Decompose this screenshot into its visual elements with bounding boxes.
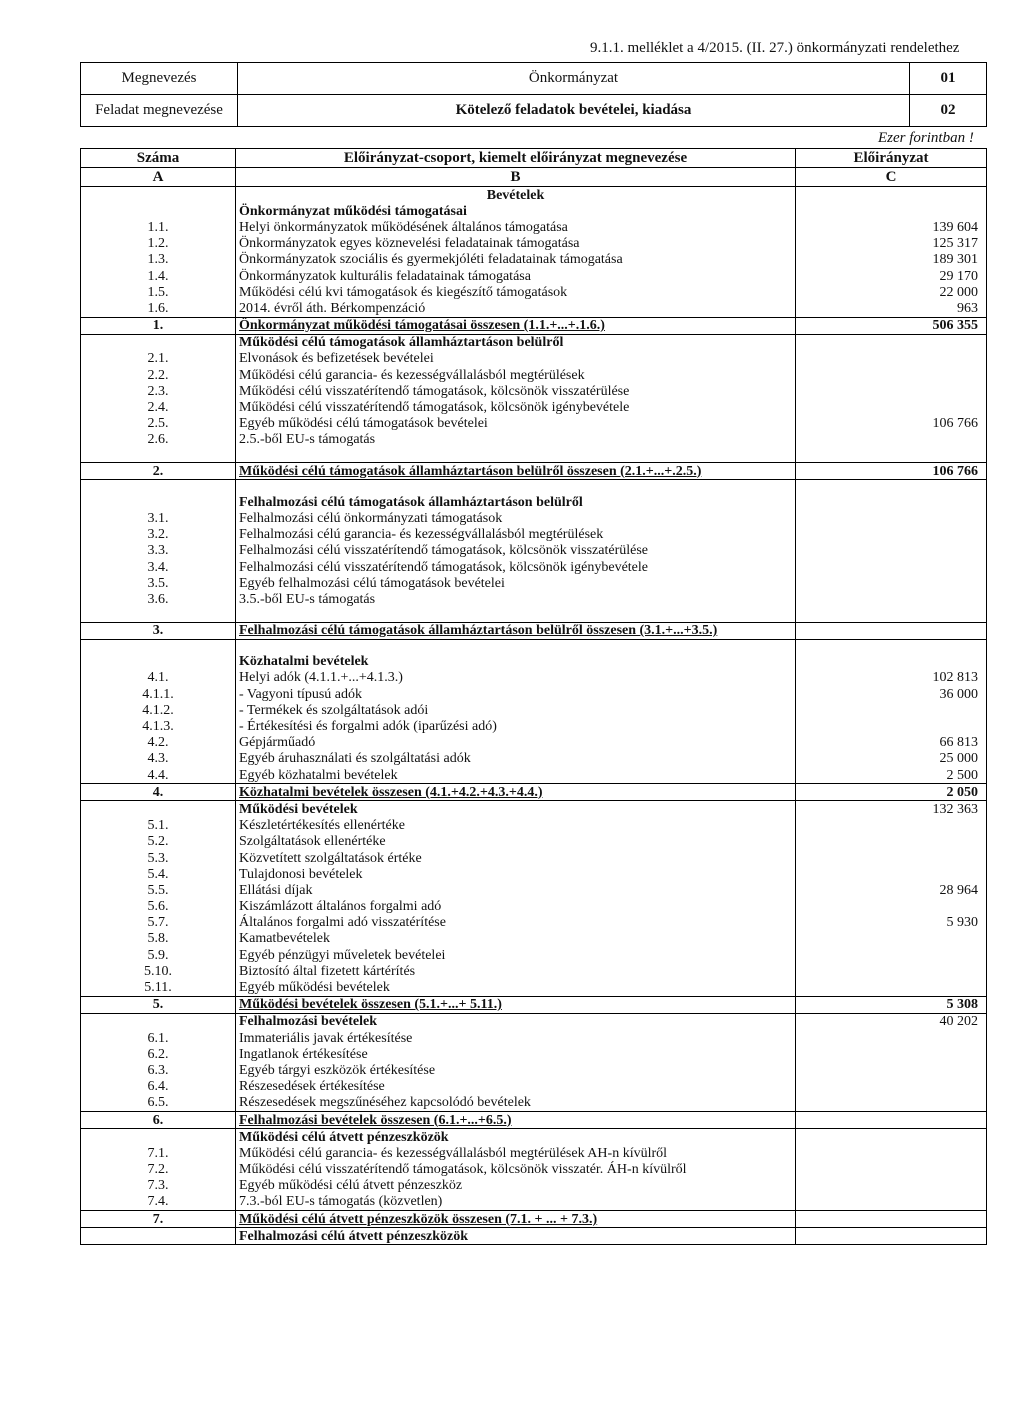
row-number: 6.5. [81, 1095, 236, 1112]
column-header-b: Előirányzat-csoport, kiemelt előirányzat megnevezése [236, 149, 796, 168]
row-number: 3.5. [81, 575, 236, 591]
row-number: 1.2. [81, 236, 236, 252]
row-number: 2.4. [81, 399, 236, 415]
table-row [81, 735, 987, 751]
row-number [81, 654, 236, 670]
row-number: 4.2. [81, 735, 236, 751]
row-value: 106 766 [796, 463, 987, 480]
row-number: 3.4. [81, 559, 236, 575]
row-value: 139 604 [796, 219, 987, 235]
row-value: 28 964 [796, 882, 987, 898]
row-description: Egyéb áruhasználati és szolgáltatási adók [236, 751, 796, 767]
table-row [81, 527, 987, 543]
row-value [796, 1046, 987, 1062]
row-number: 2. [81, 463, 236, 480]
table-row [81, 300, 987, 317]
table-row [81, 767, 987, 784]
row-number: 3. [81, 622, 236, 639]
section-row [81, 654, 987, 670]
row-value: 132 363 [796, 801, 987, 818]
row-description: Ingatlanok értékesítése [236, 1046, 796, 1062]
row-value [796, 608, 987, 623]
row-value [796, 1030, 987, 1046]
table-row [81, 947, 987, 963]
row-value: 2 500 [796, 767, 987, 784]
row-value [796, 963, 987, 979]
row-value [796, 1211, 987, 1228]
section-row [81, 494, 987, 510]
row-value [796, 622, 987, 639]
table-row [81, 899, 987, 915]
table-row [81, 931, 987, 947]
table-row [81, 543, 987, 559]
column-letter-row [81, 168, 987, 187]
row-description: Működési célú átvett pénzeszközök összesen (7.1. + ... + 7.3.) [236, 1211, 796, 1228]
row-number: 2.1. [81, 351, 236, 367]
row-value: 102 813 [796, 670, 987, 686]
row-value [796, 979, 987, 996]
row-value [796, 834, 987, 850]
row-number: 1.4. [81, 268, 236, 284]
unit-note: Ezer forintban ! [878, 130, 974, 146]
row-value: 125 317 [796, 236, 987, 252]
row-value [796, 639, 987, 654]
row-number: 6.2. [81, 1046, 236, 1062]
row-description: Működési bevételek [236, 801, 796, 818]
row-description: Önkormányzatok szociális és gyermekjóléti feladatainak támogatása [236, 252, 796, 268]
row-number: 4.4. [81, 767, 236, 784]
row-number [81, 187, 236, 204]
row-description: Elvonások és befizetések bevételei [236, 351, 796, 367]
table-row [81, 219, 987, 235]
row-description: Felhalmozási célú önkormányzati támogatások [236, 510, 796, 526]
row-description: Általános forgalmi adó visszatérítése [236, 915, 796, 931]
row-value [796, 1062, 987, 1078]
row-number [81, 1228, 236, 1245]
row-number: 6. [81, 1111, 236, 1128]
table-row [81, 510, 987, 526]
row-description: Felhalmozási célú támogatások államháztartáson belülről összesen (3.1.+...+3.5.) [236, 622, 796, 639]
row-description: Felhalmozási bevételek összesen (6.1.+...+6.5.) [236, 1111, 796, 1128]
table-row [81, 915, 987, 931]
row-number: 4. [81, 784, 236, 801]
table-row [81, 1178, 987, 1194]
row-number: 3.1. [81, 510, 236, 526]
total-row [81, 996, 987, 1013]
column-header-c: Előirányzat [796, 149, 987, 168]
row-number: 4.1.1. [81, 686, 236, 702]
header-code: 02 [910, 95, 987, 127]
header-label: Megnevezés [81, 63, 238, 95]
table-row [81, 702, 987, 718]
table-row [81, 591, 987, 607]
row-number: 7.1. [81, 1145, 236, 1161]
row-value [796, 575, 987, 591]
table-row [81, 367, 987, 383]
column-header-row [81, 149, 987, 168]
row-number: 7.3. [81, 1178, 236, 1194]
row-description: Önkormányzat működési támogatásai [236, 203, 796, 219]
header-label: Feladat megnevezése [81, 95, 238, 127]
row-description: Részesedések megszűnéséhez kapcsolódó bevételek [236, 1095, 796, 1112]
row-description: Felhalmozási célú visszatérítendő támogatások, kölcsönök igénybevétele [236, 559, 796, 575]
row-value [796, 818, 987, 834]
total-row [81, 784, 987, 801]
table-row [81, 850, 987, 866]
table-row [81, 236, 987, 252]
row-value [796, 899, 987, 915]
row-description: Felhalmozási célú garancia- és kezességvállalásból megtérülések [236, 527, 796, 543]
row-number: 5.4. [81, 866, 236, 882]
row-description: Készletértékesítés ellenértéke [236, 818, 796, 834]
table-row [81, 670, 987, 686]
row-value: 2 050 [796, 784, 987, 801]
table-row [81, 1030, 987, 1046]
table-row [81, 432, 987, 448]
table-row [81, 718, 987, 734]
row-description: 3.5.-ből EU-s támogatás [236, 591, 796, 607]
row-value [796, 543, 987, 559]
row-description: Működési célú visszatérítendő támogatások, kölcsönök visszatérülése [236, 383, 796, 399]
table-row [81, 1079, 987, 1095]
row-number: 5.9. [81, 947, 236, 963]
row-description: Egyéb működési célú átvett pénzeszköz [236, 1178, 796, 1194]
row-description: Egyéb közhatalmi bevételek [236, 767, 796, 784]
row-value: 5 930 [796, 915, 987, 931]
row-description [236, 448, 796, 463]
row-value [796, 1111, 987, 1128]
spacer-row [81, 480, 987, 495]
row-number [81, 1013, 236, 1030]
header-table [80, 62, 987, 127]
row-number: 5.2. [81, 834, 236, 850]
row-number: 7.4. [81, 1194, 236, 1211]
row-number: 3.6. [81, 591, 236, 607]
row-number: 2.6. [81, 432, 236, 448]
column-header-a: Száma [81, 149, 236, 168]
row-number: 5.7. [81, 915, 236, 931]
total-row [81, 1211, 987, 1228]
row-description: Működési célú visszatérítendő támogatások, kölcsönök igénybevétele [236, 399, 796, 415]
total-row [81, 1111, 987, 1128]
table-row [81, 1046, 987, 1062]
row-number: 6.1. [81, 1030, 236, 1046]
table-row [81, 1062, 987, 1078]
table-row [81, 866, 987, 882]
row-description: Felhalmozási bevételek [236, 1013, 796, 1030]
section-row [81, 801, 987, 818]
row-number [81, 608, 236, 623]
row-value [796, 510, 987, 526]
row-value [796, 1162, 987, 1178]
row-description: Egyéb pénzügyi műveletek bevételei [236, 947, 796, 963]
table-row [81, 268, 987, 284]
row-number: 5.10. [81, 963, 236, 979]
total-row [81, 622, 987, 639]
row-description: Egyéb működési célú támogatások bevételei [236, 416, 796, 432]
row-value [796, 494, 987, 510]
row-description: 7.3.-ból EU-s támogatás (közvetlen) [236, 1194, 796, 1211]
table-row [81, 351, 987, 367]
row-description: Működési célú átvett pénzeszközök [236, 1129, 796, 1146]
table-row [81, 686, 987, 702]
row-number: 1.3. [81, 252, 236, 268]
row-value [796, 448, 987, 463]
row-description: Tulajdonosi bevételek [236, 866, 796, 882]
row-description: Működési célú visszatérítendő támogatások, kölcsönök visszatér. ÁH-n kívülről [236, 1162, 796, 1178]
row-description: Szolgáltatások ellenértéke [236, 834, 796, 850]
column-letter-a: A [81, 168, 236, 187]
row-value [796, 1145, 987, 1161]
table-row [81, 882, 987, 898]
row-value [796, 383, 987, 399]
row-value: 66 813 [796, 735, 987, 751]
row-value [796, 591, 987, 607]
section-row [81, 1013, 987, 1030]
row-description: Immateriális javak értékesítése [236, 1030, 796, 1046]
row-description: 2014. évről áth. Bérkompenzáció [236, 300, 796, 317]
row-description: Működési célú támogatások államháztartáson belülről összesen (2.1.+...+.2.5.) [236, 463, 796, 480]
row-number: 4.1.3. [81, 718, 236, 734]
row-number: 5.3. [81, 850, 236, 866]
row-number [81, 494, 236, 510]
row-number: 6.3. [81, 1062, 236, 1078]
row-value [796, 334, 987, 351]
row-value [796, 866, 987, 882]
row-description: Működési célú garancia- és kezességvállalásból megtérülések [236, 367, 796, 383]
row-description: Helyi önkormányzatok működésének általános támogatása [236, 219, 796, 235]
row-description: Közhatalmi bevételek összesen (4.1.+4.2.+4.3.+4.4.) [236, 784, 796, 801]
row-number: 1.6. [81, 300, 236, 317]
row-value [796, 399, 987, 415]
table-row [81, 751, 987, 767]
table-row [81, 834, 987, 850]
row-number: 5.8. [81, 931, 236, 947]
row-value: 36 000 [796, 686, 987, 702]
section-row [81, 1228, 987, 1245]
row-number: 2.5. [81, 416, 236, 432]
total-row [81, 317, 987, 334]
row-value [796, 203, 987, 219]
row-value: 106 766 [796, 416, 987, 432]
row-number: 3.3. [81, 543, 236, 559]
table-row [81, 818, 987, 834]
table-row [81, 399, 987, 415]
row-number [81, 639, 236, 654]
row-number: 4.1.2. [81, 702, 236, 718]
row-number: 5. [81, 996, 236, 1013]
section-row [81, 334, 987, 351]
row-description: Önkormányzat működési támogatásai összesen (1.1.+...+.1.6.) [236, 317, 796, 334]
row-value: 5 308 [796, 996, 987, 1013]
row-value [796, 367, 987, 383]
row-description: Önkormányzatok egyes köznevelési feladatainak támogatása [236, 236, 796, 252]
row-description [236, 480, 796, 495]
row-value: 963 [796, 300, 987, 317]
row-description: Önkormányzatok kulturális feladatainak támogatása [236, 268, 796, 284]
row-description: Bevételek [236, 187, 796, 204]
row-value [796, 1178, 987, 1194]
row-description: - Termékek és szolgáltatások adói [236, 702, 796, 718]
spacer-row [81, 608, 987, 623]
table-row [81, 963, 987, 979]
row-description: Közvetített szolgáltatások értéke [236, 850, 796, 866]
row-value: 189 301 [796, 252, 987, 268]
section-row [81, 203, 987, 219]
table-row [81, 1194, 987, 1211]
table-row [81, 575, 987, 591]
row-value [796, 1095, 987, 1112]
row-description: Részesedések értékesítése [236, 1079, 796, 1095]
row-description: Működési célú támogatások államháztartáson belülről [236, 334, 796, 351]
row-description [236, 608, 796, 623]
row-description: - Értékesítési és forgalmi adók (iparűzési adó) [236, 718, 796, 734]
header-code: 01 [910, 63, 987, 95]
row-description: Ellátási díjak [236, 882, 796, 898]
row-description: Egyéb működési bevételek [236, 979, 796, 996]
row-number [81, 334, 236, 351]
row-number [81, 480, 236, 495]
row-description: Felhalmozási célú támogatások államháztartáson belülről [236, 494, 796, 510]
row-description: Gépjárműadó [236, 735, 796, 751]
row-number: 3.2. [81, 527, 236, 543]
row-number [81, 203, 236, 219]
table-row [81, 416, 987, 432]
section-row [81, 1129, 987, 1146]
row-value [796, 527, 987, 543]
row-description: 2.5.-ből EU-s támogatás [236, 432, 796, 448]
spacer-row [81, 639, 987, 654]
row-value [796, 351, 987, 367]
column-letter-b: B [236, 168, 796, 187]
total-row [81, 463, 987, 480]
row-value [796, 702, 987, 718]
row-description [236, 639, 796, 654]
document-reference: 9.1.1. melléklet a 4/2015. (II. 27.) önkormányzati rendelethez [590, 40, 960, 56]
table-row [81, 284, 987, 300]
header-value: Kötelező feladatok bevételei, kiadása [238, 95, 910, 127]
row-number: 5.5. [81, 882, 236, 898]
column-letter-c: C [796, 168, 987, 187]
row-value [796, 654, 987, 670]
row-description: Egyéb felhalmozási célú támogatások bevételei [236, 575, 796, 591]
row-number: 5.11. [81, 979, 236, 996]
row-number: 6.4. [81, 1079, 236, 1095]
section-row [81, 187, 987, 204]
row-description: Működési célú garancia- és kezességvállalásból megtérülések AH-n kívülről [236, 1145, 796, 1161]
row-number: 2.3. [81, 383, 236, 399]
header-value: Önkormányzat [238, 63, 910, 95]
row-description: Kiszámlázott általános forgalmi adó [236, 899, 796, 915]
row-value [796, 850, 987, 866]
row-number [81, 801, 236, 818]
spacer-row [81, 448, 987, 463]
row-value [796, 1228, 987, 1245]
row-number: 1.1. [81, 219, 236, 235]
row-description: Felhalmozási célú visszatérítendő támogatások, kölcsönök visszatérülése [236, 543, 796, 559]
row-description: - Vagyoni típusú adók [236, 686, 796, 702]
row-description: Működési célú kvi támogatások és kiegészítő támogatások [236, 284, 796, 300]
row-description: Felhalmozási célú átvett pénzeszközök [236, 1228, 796, 1245]
budget-table [80, 148, 987, 1245]
row-value [796, 1194, 987, 1211]
row-value: 29 170 [796, 268, 987, 284]
row-description: Biztosító által fizetett kártérítés [236, 963, 796, 979]
row-description: Működési bevételek összesen (5.1.+...+ 5.11.) [236, 996, 796, 1013]
row-value [796, 1129, 987, 1146]
row-value [796, 187, 987, 204]
table-row [81, 1145, 987, 1161]
row-description: Egyéb tárgyi eszközök értékesítése [236, 1062, 796, 1078]
row-number: 5.1. [81, 818, 236, 834]
row-value [796, 1079, 987, 1095]
row-number: 7. [81, 1211, 236, 1228]
row-number: 5.6. [81, 899, 236, 915]
row-number: 1. [81, 317, 236, 334]
table-row [81, 1162, 987, 1178]
row-value: 25 000 [796, 751, 987, 767]
row-value: 506 355 [796, 317, 987, 334]
table-row [81, 979, 987, 996]
row-number: 2.2. [81, 367, 236, 383]
row-number: 1.5. [81, 284, 236, 300]
row-value [796, 718, 987, 734]
row-number [81, 448, 236, 463]
row-number: 4.1. [81, 670, 236, 686]
table-row [81, 1095, 987, 1112]
row-value: 40 202 [796, 1013, 987, 1030]
row-number: 4.3. [81, 751, 236, 767]
row-value: 22 000 [796, 284, 987, 300]
row-value [796, 559, 987, 575]
table-row [81, 559, 987, 575]
row-value [796, 947, 987, 963]
row-number: 7.2. [81, 1162, 236, 1178]
row-description: Közhatalmi bevételek [236, 654, 796, 670]
row-description: Helyi adók (4.1.1.+...+4.1.3.) [236, 670, 796, 686]
table-row [81, 383, 987, 399]
table-row [81, 252, 987, 268]
row-value [796, 480, 987, 495]
row-number [81, 1129, 236, 1146]
row-value [796, 432, 987, 448]
row-value [796, 931, 987, 947]
row-description: Kamatbevételek [236, 931, 796, 947]
